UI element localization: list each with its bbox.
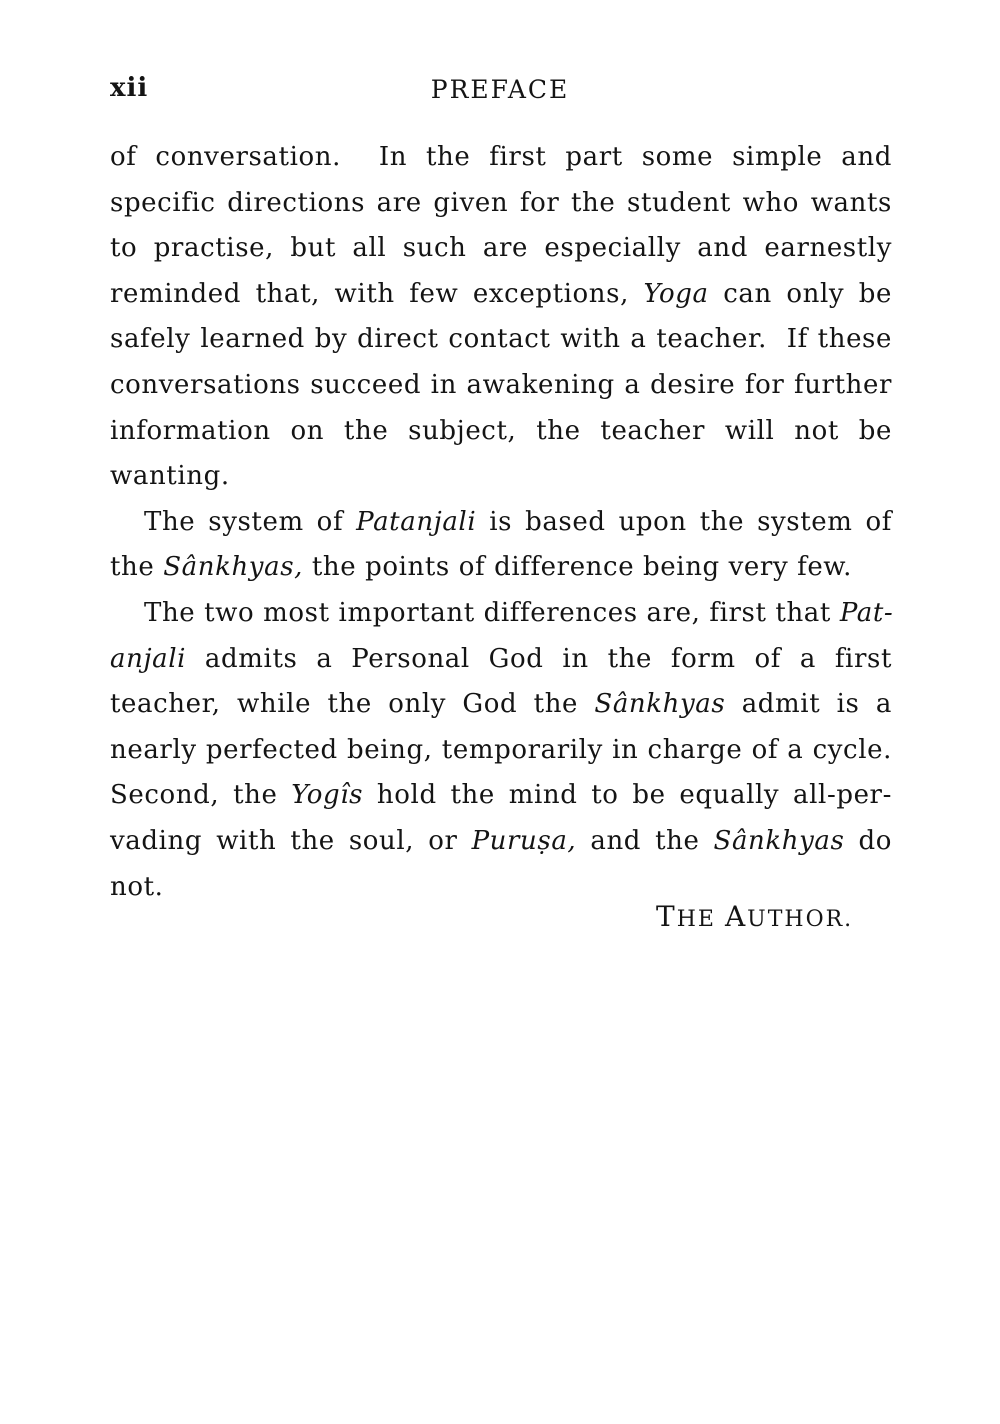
text-run: the [110, 552, 164, 583]
text-run: nearly perfected being, temporarily in charge of a cycle. [110, 734, 892, 765]
author-signature [656, 900, 853, 933]
text-run: do [844, 825, 892, 856]
text-line [110, 363, 892, 409]
text-run: and the [576, 825, 714, 856]
text-run: The two most important differences are, first that [144, 597, 840, 628]
text-line [110, 181, 892, 227]
text-run: not. [110, 871, 164, 902]
text-line [110, 272, 892, 318]
text-run: information on the subject, the teacher will not be [110, 415, 892, 446]
text-line [110, 682, 892, 728]
text-line [110, 545, 892, 591]
signature-initial-1: T [656, 900, 677, 933]
text-line [110, 226, 892, 272]
text-line [110, 819, 892, 865]
italic-term: Sânkhyas, [163, 552, 304, 583]
text-run: vading with the soul, or [110, 825, 472, 856]
text-run: to practise, but all such are especially and earnestly [110, 233, 892, 264]
italic-term: Yoga [643, 278, 709, 309]
text-run: The system of [144, 506, 357, 537]
text-run: the points of difference being very few. [303, 552, 852, 583]
text-line [110, 135, 892, 181]
text-run: can only be [708, 278, 893, 309]
signature-rest-1: HE [676, 907, 716, 932]
text-run: reminded that, with few exceptions, [110, 278, 644, 309]
italic-term: Patanjali [356, 506, 477, 537]
text-line [110, 591, 892, 637]
italic-term: Sânkhyas [594, 689, 726, 720]
italic-term: Puruṣa, [471, 825, 577, 856]
paragraph-2 [110, 500, 892, 591]
text-run: Second, the [110, 780, 292, 811]
page-number: xii [110, 73, 149, 103]
text-line [110, 409, 892, 455]
italic-term: Yogîs [291, 780, 364, 811]
text-run: conversations succeed in awakening a desire for further [110, 369, 892, 400]
italic-term: anjali [110, 643, 187, 674]
signature-rest-2: UTHOR. [747, 907, 854, 932]
paragraph-1 [110, 135, 892, 500]
italic-term: Pat- [839, 597, 894, 628]
text-run: wanting. [110, 461, 230, 492]
text-run: safely learned by direct contact with a teacher. If these [110, 324, 892, 355]
text-line [110, 500, 892, 546]
text-line [110, 454, 892, 500]
text-run: admits a Personal God in the form of a first [186, 643, 892, 674]
italic-term: Sânkhyas [713, 825, 845, 856]
text-line [110, 637, 892, 683]
text-line [110, 728, 892, 774]
text-run: hold the mind to be equally all-per- [363, 780, 892, 811]
text-run: of conversation. In the first part some simple and [110, 142, 892, 172]
preface-body [110, 135, 892, 910]
text-run: teacher, while the only God the [110, 689, 595, 720]
running-title: PREFACE [430, 75, 570, 104]
text-run: is based upon the system of [476, 506, 892, 537]
text-run: admit is a [725, 689, 892, 720]
text-line [110, 317, 892, 363]
paragraph-3 [110, 591, 892, 910]
text-line [110, 773, 892, 819]
text-run: specific directions are given for the student who wants [110, 187, 892, 218]
signature-initial-2: A [724, 900, 748, 933]
